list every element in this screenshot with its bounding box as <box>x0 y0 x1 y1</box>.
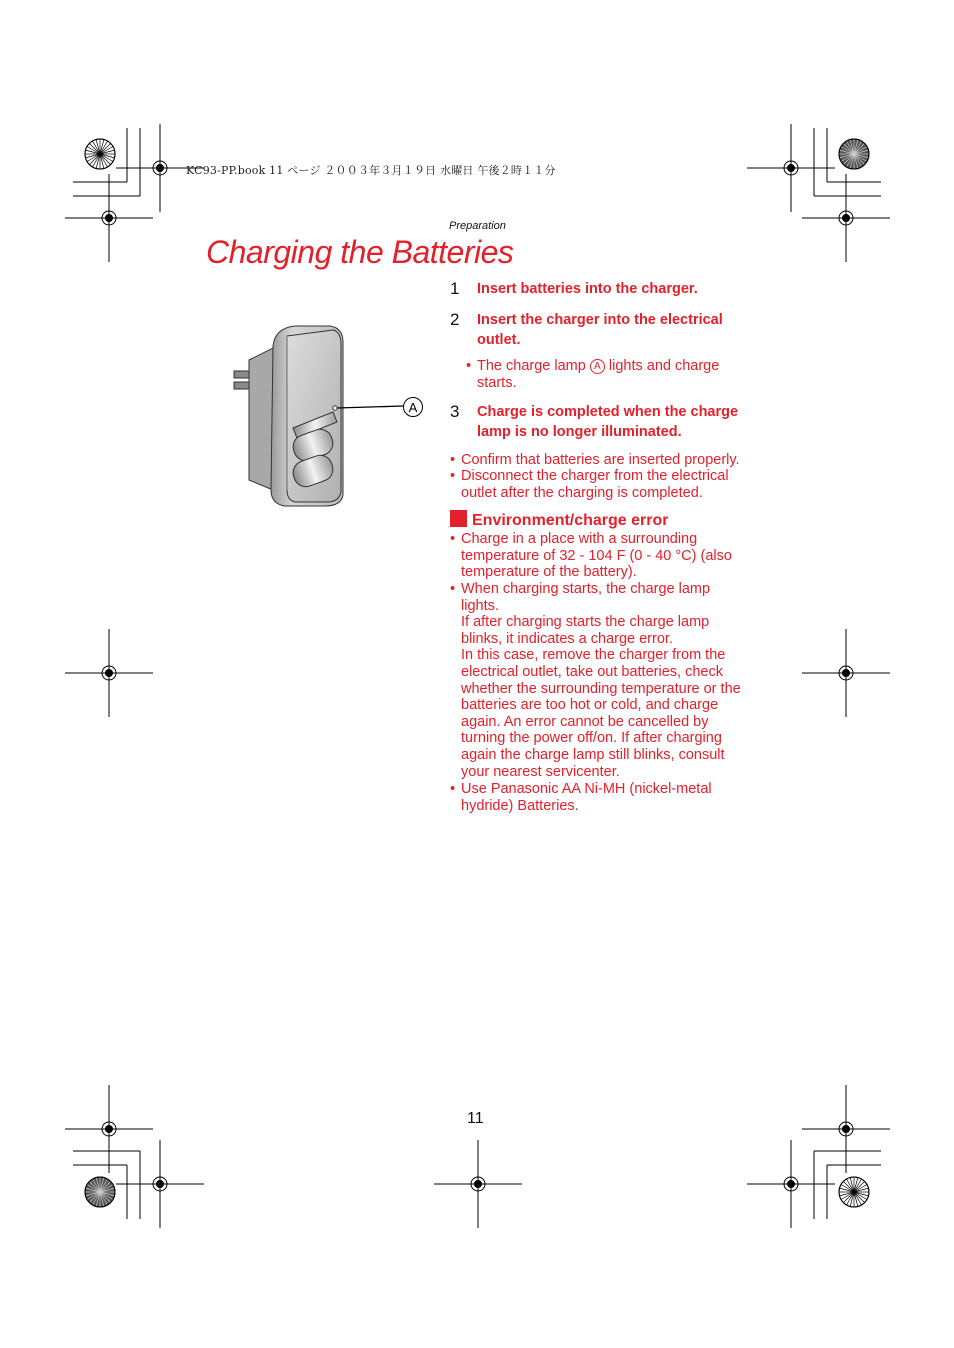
section-heading-text: Environment/charge error <box>472 512 669 529</box>
charger-plug-icon <box>234 371 250 389</box>
env-bullet-text: Use Panasonic AA Ni-MH (nickel-metal hydride) Batteries. <box>461 781 712 814</box>
note-text: The charge lamp <box>477 358 586 374</box>
square-bullet-icon <box>450 510 467 527</box>
section-label: Preparation <box>449 220 506 232</box>
note-text: Disconnect the charger from the electrical outlet after the charging is completed. <box>461 468 729 501</box>
page-number: 11 <box>467 1110 484 1127</box>
step-number: 1 <box>450 279 460 298</box>
env-bullet-text: When charging starts, the charge lamp lights. If after charging starts the charge lamp blinks, it indicates a charge error. In this case, remove the charger from the electrical outlet, take out batteries, check whether the surrounding temperature or the batteries are too hot or cold, and charge again. An error cannot be cancelled by turning the power off/on. If after charging again the charge lamp still blinks, consult your nearest servicenter. <box>461 581 741 780</box>
charger-illustration <box>225 320 435 515</box>
section-heading <box>450 510 669 530</box>
step-text: Insert batteries into the charger. <box>477 281 698 297</box>
step-text: Charge is completed when the charge lamp is no longer illuminated. <box>477 404 739 440</box>
step-number: 3 <box>450 402 460 421</box>
page-title: Charging the Batteries <box>206 234 514 270</box>
step-text: Insert the charger into the electrical outlet. <box>477 312 723 348</box>
note-text: lights and charge starts. <box>477 358 720 391</box>
step-number: 2 <box>450 310 460 329</box>
env-bullet-text: Charge in a place with a surrounding temperature of 32 - 104 F (0 - 40 °C) (also temperature of the battery). <box>461 531 732 581</box>
print-header: KC93-PP.book 11 ページ ２００３年３月１９日 水曜日 午後２時１１分 <box>186 164 556 177</box>
charge-lamp-icon <box>333 406 337 410</box>
lamp-marker-icon: A <box>590 359 605 374</box>
note-text: Confirm that batteries are inserted properly. <box>461 452 740 468</box>
callout-label: A <box>408 400 418 415</box>
